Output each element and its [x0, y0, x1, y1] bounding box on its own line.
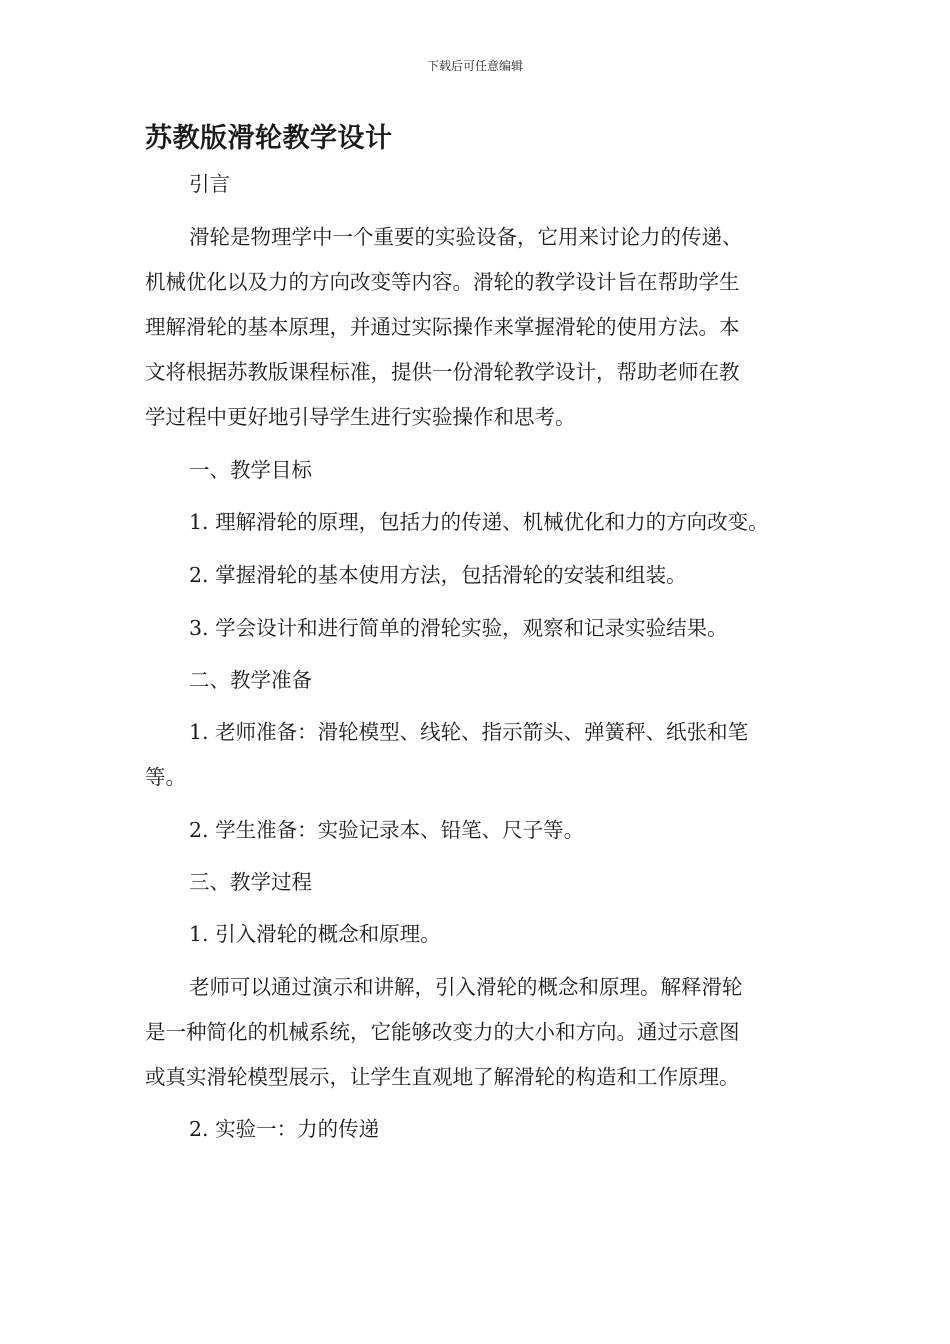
- document-title: 苏教版滑轮教学设计: [145, 123, 393, 154]
- header-note: 下载后可任意编辑: [426, 59, 523, 73]
- intro-line: 理解滑轮的基本原理，并通过实际操作来掌握滑轮的使用方法。本: [145, 315, 740, 339]
- intro-line: 机械优化以及力的方向改变等内容。滑轮的教学设计旨在帮助学生: [145, 270, 740, 294]
- preparation-item: 2. 学生准备：实验记录本、铅笔、尺子等。: [189, 818, 585, 842]
- preparation-item-continued: 等。: [145, 765, 186, 789]
- process-step: 1. 引入滑轮的概念和原理。: [189, 922, 441, 946]
- section-heading-preparation: 二、教学准备: [189, 668, 312, 692]
- goal-item: 1. 理解滑轮的原理，包括力的传递、机械优化和力的方向改变。: [189, 510, 769, 534]
- preparation-item: 1. 老师准备：滑轮模型、线轮、指示箭头、弹簧秤、纸张和笔: [189, 720, 749, 744]
- section-heading-process: 三、教学过程: [189, 870, 312, 894]
- process-paragraph-line: 或真实滑轮模型展示，让学生直观地了解滑轮的构造和工作原理。: [145, 1065, 740, 1089]
- intro-line: 滑轮是物理学中一个重要的实验设备，它用来讨论力的传递、: [189, 225, 743, 249]
- intro-line: 文将根据苏教版课程标准，提供一份滑轮教学设计，帮助老师在教: [145, 360, 740, 384]
- intro-line: 学过程中更好地引导学生进行实验操作和思考。: [145, 405, 576, 429]
- intro-heading: 引言: [189, 172, 230, 196]
- process-paragraph-line: 老师可以通过演示和讲解，引入滑轮的概念和原理。解释滑轮: [189, 975, 743, 999]
- goal-item: 2. 掌握滑轮的基本使用方法，包括滑轮的安装和组装。: [189, 563, 687, 587]
- section-heading-goals: 一、教学目标: [189, 458, 312, 482]
- goal-item: 3. 学会设计和进行简单的滑轮实验，观察和记录实验结果。: [189, 616, 728, 640]
- process-step: 2. 实验一：力的传递: [189, 1117, 380, 1141]
- process-paragraph-line: 是一种简化的机械系统，它能够改变力的大小和方向。通过示意图: [145, 1020, 740, 1044]
